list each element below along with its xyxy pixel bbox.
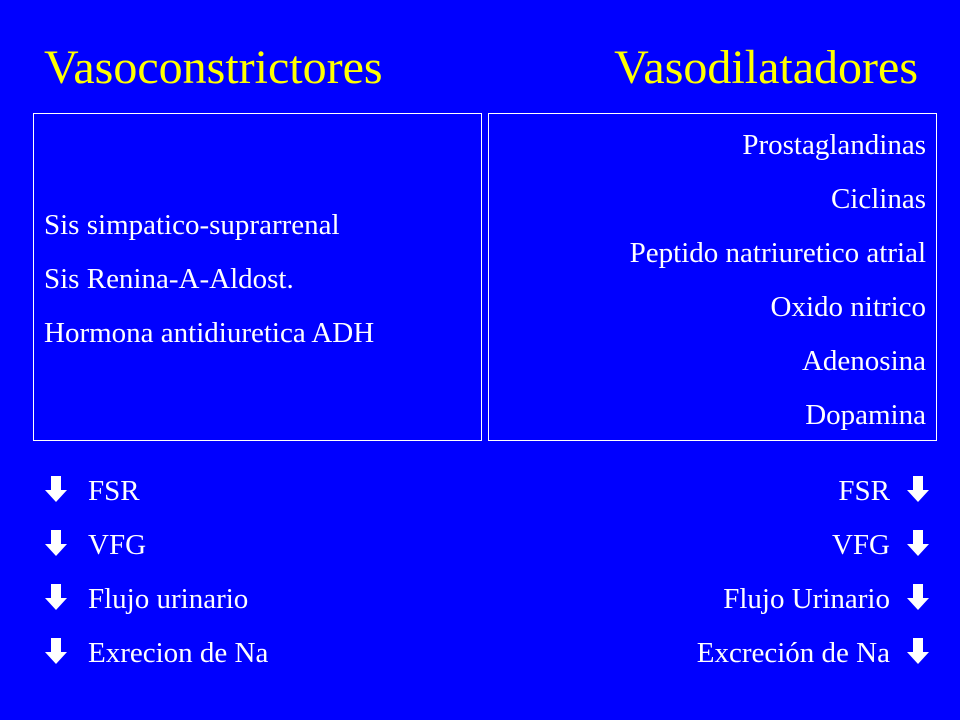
vasodilatadores-box — [488, 113, 937, 441]
effect-label: FSR — [88, 475, 140, 507]
effect-label: FSR — [838, 475, 890, 507]
list-item: Adenosina — [801, 345, 926, 377]
vasoconstrictores-box — [33, 113, 482, 441]
effect-label: Flujo Urinario — [723, 583, 890, 615]
vasoconstrictores-list — [44, 198, 374, 360]
list-item: Dopamina — [805, 399, 926, 431]
vasoconstrictores-title: Vasoconstrictores — [44, 41, 383, 94]
effect-item — [44, 626, 268, 680]
list-item: Hormona antidiuretica ADH — [44, 317, 375, 349]
effect-label: VFG — [831, 529, 890, 561]
list-item: Peptido natriuretico atrial — [629, 237, 926, 269]
list-item: Sis simpatico-suprarrenal — [44, 209, 340, 241]
effect-label: Exrecion de Na — [88, 637, 269, 669]
down-arrow-icon — [906, 637, 930, 665]
effect-item — [44, 518, 268, 572]
vasodilatadores-effects — [697, 464, 930, 680]
down-arrow-icon — [44, 475, 68, 503]
effect-label: VFG — [88, 529, 147, 561]
vasodilatadores-list — [630, 118, 926, 442]
down-arrow-icon — [906, 529, 930, 557]
effect-item — [44, 464, 268, 518]
vasodilatadores-title: Vasodilatadores — [614, 41, 918, 94]
list-item: Ciclinas — [830, 183, 926, 215]
effect-item — [44, 572, 268, 626]
list-item: Prostaglandinas — [742, 129, 926, 161]
list-item: Oxido nitrico — [770, 291, 926, 323]
down-arrow-icon — [44, 637, 68, 665]
down-arrow-icon — [44, 529, 68, 557]
down-arrow-icon — [906, 583, 930, 611]
effect-item — [697, 464, 930, 518]
down-arrow-icon — [906, 475, 930, 503]
vasoconstrictores-effects — [44, 464, 268, 680]
effect-item — [697, 518, 930, 572]
effect-label: Excreción de Na — [696, 637, 890, 669]
effect-label: Flujo urinario — [88, 583, 249, 615]
effect-item — [697, 626, 930, 680]
effect-item — [697, 572, 930, 626]
down-arrow-icon — [44, 583, 68, 611]
list-item: Sis Renina-A-Aldost. — [44, 263, 294, 295]
